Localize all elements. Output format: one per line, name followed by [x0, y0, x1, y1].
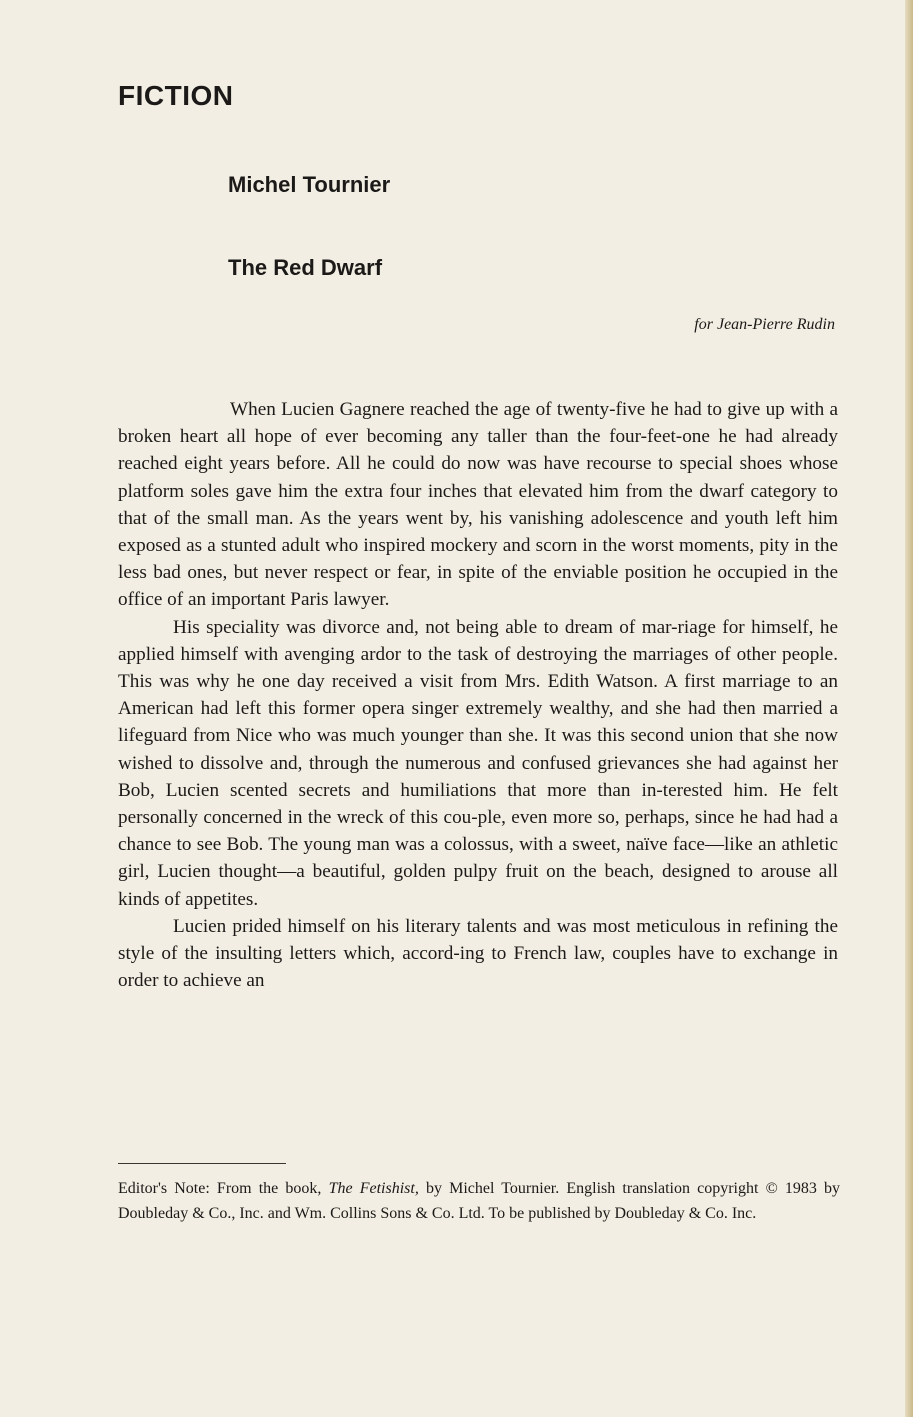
footnote-rule — [118, 1163, 286, 1164]
dedication: for Jean-Pierre Rudin — [694, 316, 835, 333]
story-title: The Red Dwarf — [228, 255, 383, 280]
page-edge — [905, 0, 913, 1417]
editors-note — [118, 1176, 840, 1226]
book-title: The Fetishist, — [328, 1180, 419, 1197]
author-name: Michel Tournier — [228, 172, 391, 197]
paragraph: Lucien prided himself on his literary talents and was most meticulous in refining the style of the insulting letters which, accord-ing to French law, couples have to exchange in order to achieve an — [118, 915, 838, 992]
editors-note-suffix: by Michel Tournier. English translation copyright © 1983 by Doubleday & Co., Inc. and Wm. Collins Sons & Co. Ltd. To be published by Doubleday & Co. Inc. — [118, 1180, 840, 1222]
story-body — [118, 396, 838, 994]
paragraph: His speciality was divorce and, not being able to dream of mar-riage for himself, he applied himself with avenging ardor to the task of destroying the marriages of other people. This was why he one day received a visit from Mrs. Edith Watson. A first marriage to an American had left this former opera singer extremely wealthy, and she had then married a lifeguard from Nice who was much younger than she. It was this second union that she now wished to dissolve and, through the numerous and confused grievances she had against her Bob, Lucien scented secrets and humiliations that more than in-terested him. He felt personally concerned in the wreck of this cou-ple, even more so, perhaps, since he had had a chance to see Bob. The young man was a colossus, with a sweet, naïve face—like an athletic girl, Lucien thought—a beautiful, golden pulpy fruit on the beach, designed to arouse all kinds of appetites. — [118, 616, 838, 910]
paragraph: When Lucien Gagnere reached the age of twenty-five he had to give up with a broken heart all hope of ever becoming any taller than the four-feet-one he had already reached eight years before. All he could do now was have recourse to special shoes whose platform soles gave him the extra four inches that elevated him from the dwarf category to that of the small man. As the years went by, his vanishing adolescence and youth left him exposed as a stunted adult who inspired mockery and scorn in the worst moments, pity in the less bad ones, but never respect or fear, in spite of the enviable position he occupied in the office of an important Paris lawyer. — [118, 399, 838, 611]
editors-note-prefix: Editor's Note: From the book, — [118, 1180, 329, 1197]
section-label: FICTION — [118, 80, 234, 111]
